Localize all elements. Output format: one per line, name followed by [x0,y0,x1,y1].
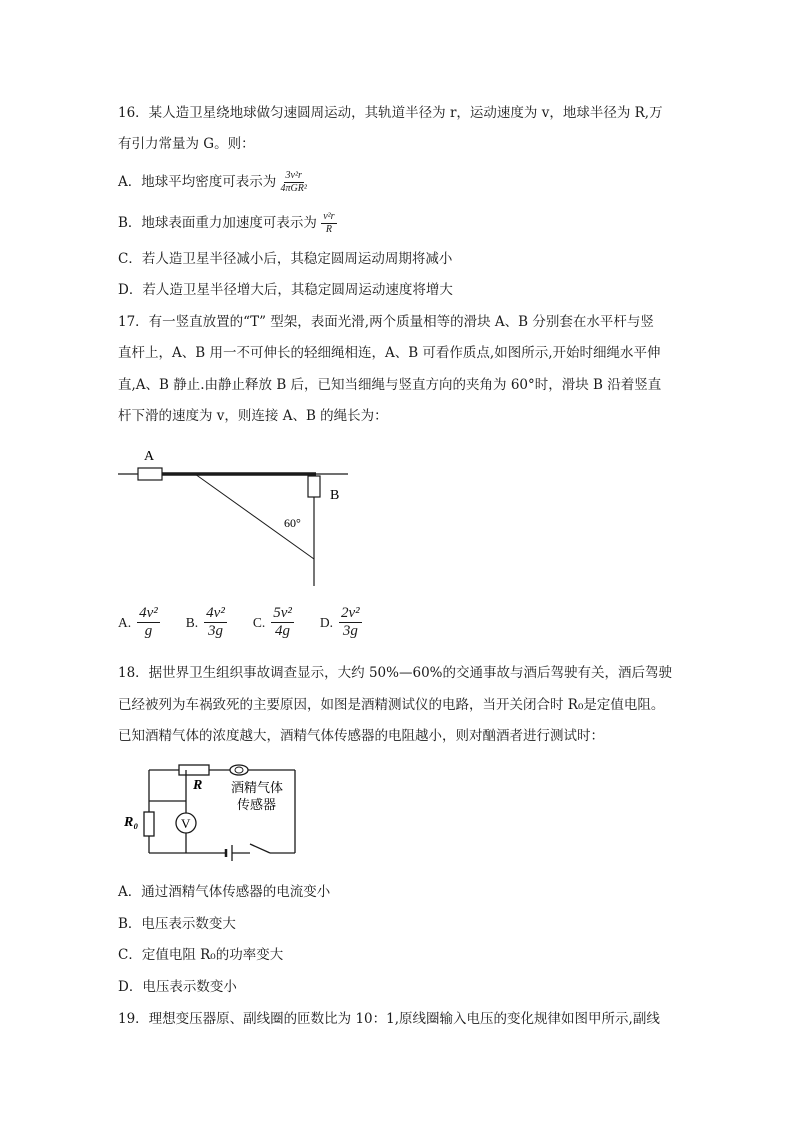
resistor-r0 [144,812,154,836]
r0-label: R₀ [124,815,139,830]
resistor-r [179,765,209,775]
q16-option-d: D．若人造卫星半径增大后，其稳定圆周运动速度将增大 [118,282,453,298]
q17-option-c-label: C. [252,614,266,630]
sensor-label-line-1: 酒精气体 [231,780,284,795]
q17-option-a-denominator: g [144,623,153,639]
q17-option-a-fraction [137,606,160,639]
q17-options [118,606,362,639]
q17-option-b-label: B. [185,614,199,630]
q17-stem-line-3: 直,A、B 静止.由静止释放 B 后，已知当细绳与竖直方向的夹角为 60°时，滑块 B 沿着竖直 [118,377,662,393]
q18-stem-line-2: 已经被列为车祸致死的主要原因，如图是酒精测试仪的电路，当开关闭合时 R₀是定值电阻。 [118,697,665,713]
q17-option-c-denominator: 4g [275,623,291,639]
q18-option-b: B．电压表示数变大 [118,916,236,932]
q17-option-d-fraction [339,606,362,639]
sensor-coil-inner-icon [235,767,243,773]
q17-option-b-numerator: 4v² [206,605,225,621]
slider-b [308,476,320,497]
r-label: R [193,778,203,793]
q17-option-d [320,606,362,639]
q17-option-b-fraction [204,606,227,639]
q17-option-d-denominator: 3g [342,623,358,639]
voltmeter-label: V [181,816,191,831]
q16-option-a [118,171,307,194]
slider-a [138,468,162,480]
q17-stem-line-2: 直杆上，A、B 用一不可伸长的轻细绳相连，A、B 可看作质点,如图所示,开始时细绳水平伸 [118,345,661,361]
label-a: A [144,449,155,464]
q18-stem-line-3: 已知酒精气体的浓度越大，酒精气体传感器的电阻越小，则对酗酒者进行测试时： [118,728,604,744]
q16-option-b-numerator: v²r [323,211,335,222]
q18-circuit-diagram [118,756,308,866]
q19-stem-line-1: 19．理想变压器原、副线圈的匝数比为 10：1,原线圈输入电压的变化规律如图甲所示,副线 [118,1011,660,1027]
angle-label: 60° [284,516,301,530]
q16-option-b-fraction [321,212,336,235]
q16-stem-line-2: 有引力常量为 G。则： [118,136,255,152]
q16-option-a-denominator: 4πGR² [280,183,307,194]
q18-stem-line-1: 18．据世界卫生组织事故调查显示，大约 50%—60%的交通事故与酒后驾驶有关，酒后驾驶 [118,665,672,681]
q17-option-a [118,606,160,639]
q17-option-b-denominator: 3g [208,623,223,639]
q16-option-b [118,212,337,235]
q16-option-a-fraction [281,171,307,194]
q18-option-d: D．电压表示数变小 [118,979,237,995]
q17-option-c [253,606,294,639]
q17-option-d-label: D. [319,614,333,630]
q17-stem-line-4: 杆下滑的速度为 v，则连接 A、B 的绳长为： [118,408,388,424]
q18-option-c: C．定值电阻 R₀的功率变大 [118,947,284,963]
q17-option-a-numerator: 4v² [139,605,158,621]
q16-option-b-denominator: R [325,224,332,235]
q16-option-c: C．若人造卫星半径减小后，其稳定圆周运动周期将减小 [118,251,453,267]
q17-option-a-label: A. [118,614,132,630]
q17-option-d-numerator: 2v² [341,605,360,621]
q17-option-c-fraction [271,606,294,639]
switch-blade [250,844,270,853]
q17-stem-line-1: 17．有一竖直放置的“T” 型架，表面光滑,两个质量相等的滑块 A、B 分别套在水平杆与竖 [118,314,654,330]
q16-option-b-text: B．地球表面重力加速度可表示为 [118,215,317,231]
q17-option-b [186,606,227,639]
q16-option-a-text: A．地球平均密度可表示为 [118,174,277,190]
sensor-label-line-2: 传感器 [237,797,277,812]
label-b: B [330,488,340,503]
q17-option-c-numerator: 5v² [273,605,292,621]
q18-option-a: A．通过酒精气体传感器的电流变小 [118,884,331,900]
q16-stem-line-1: 16．某人造卫星绕地球做匀速圆周运动，其轨道半径为 r，运动速度为 v，地球半径为 R,万 [118,105,663,121]
q16-option-a-numerator: 3v²r [285,170,302,181]
q17-t-frame-diagram [118,436,358,588]
